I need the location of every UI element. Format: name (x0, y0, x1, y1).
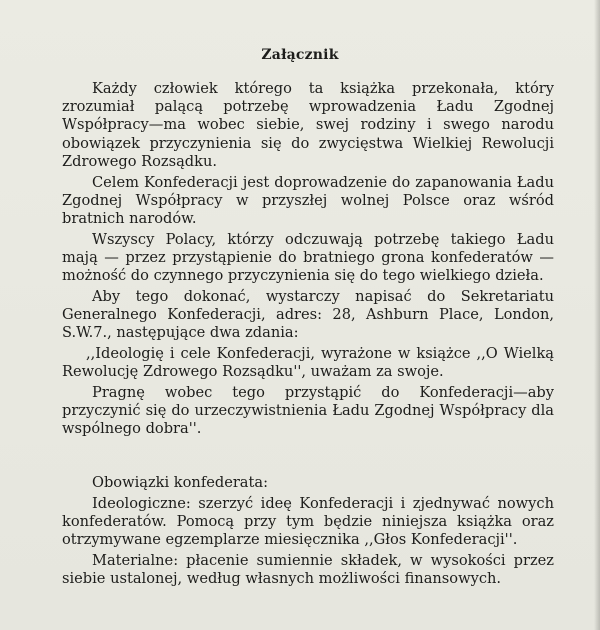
duty-material: Materialne: płacenie sumiennie składek, w wysokości przez siebie ustalonej, według własnych możliwości finansowych. (62, 551, 554, 587)
duties-section (62, 474, 554, 588)
duty-ideological: Ideologiczne: szerzyć ideę Konfederacji i zjednywać nowych konfederatów. Pomocą przy tym będzie niniejsza książka oraz otrzymywane egzemplarze miesięcznika ,,Głos Konfederacji''. (62, 494, 554, 548)
paragraph-declaration-1: ,,Ideologię i cele Konfederacji, wyrażone w książce ,,O Wielką Rewolucję Zdrowego Rozsądku'', uważam za swoje. (62, 344, 554, 381)
paragraph-intro: Każdy człowiek którego ta książka przekonała, który zrozumiał palącą potrzebę wprowadzenia Ładu Zgodnej Współpracy—ma wobec siebie, swej rodziny i swego narodu obowiązek przyczynienia się do zwycięstwa Wielkiej Rewolucji Zdrowego Rozsądku. (62, 80, 554, 170)
page-title: Załącznik (261, 47, 339, 63)
paragraph-how-to-join: Aby tego dokonać, wystarczy napisać do Sekretariatu Generalnego Konfederacji, adres: 28, Ashburn Place, London, S.W.7., następujące dwa zdania: (62, 287, 554, 342)
paragraph-all-poles: Wszyscy Polacy, którzy odczuwają potrzebę takiego Ładu mają — przez przystąpienie do bratniego grona konfederatów — możność do czynnego przyczynienia się do tego wielkiego dzieła. (62, 230, 554, 285)
paragraph-declaration-2: Pragnę wobec tego przystąpić do Konfederacji—aby przyczynić się do urzeczywistnienia Ładu Zgodnej Współpracy dla wspólnego dobra''. (62, 383, 554, 438)
paragraph-goal: Celem Konfederacji jest doprowadzenie do zapanowania Ładu Zgodnej Współpracy w przyszłej wolnej Polsce oraz wśród bratnich narodów. (62, 173, 554, 227)
duties-heading: Obowiązki konfederata: (92, 474, 268, 492)
document-body (62, 80, 554, 591)
page-edge-shadow (594, 0, 600, 630)
